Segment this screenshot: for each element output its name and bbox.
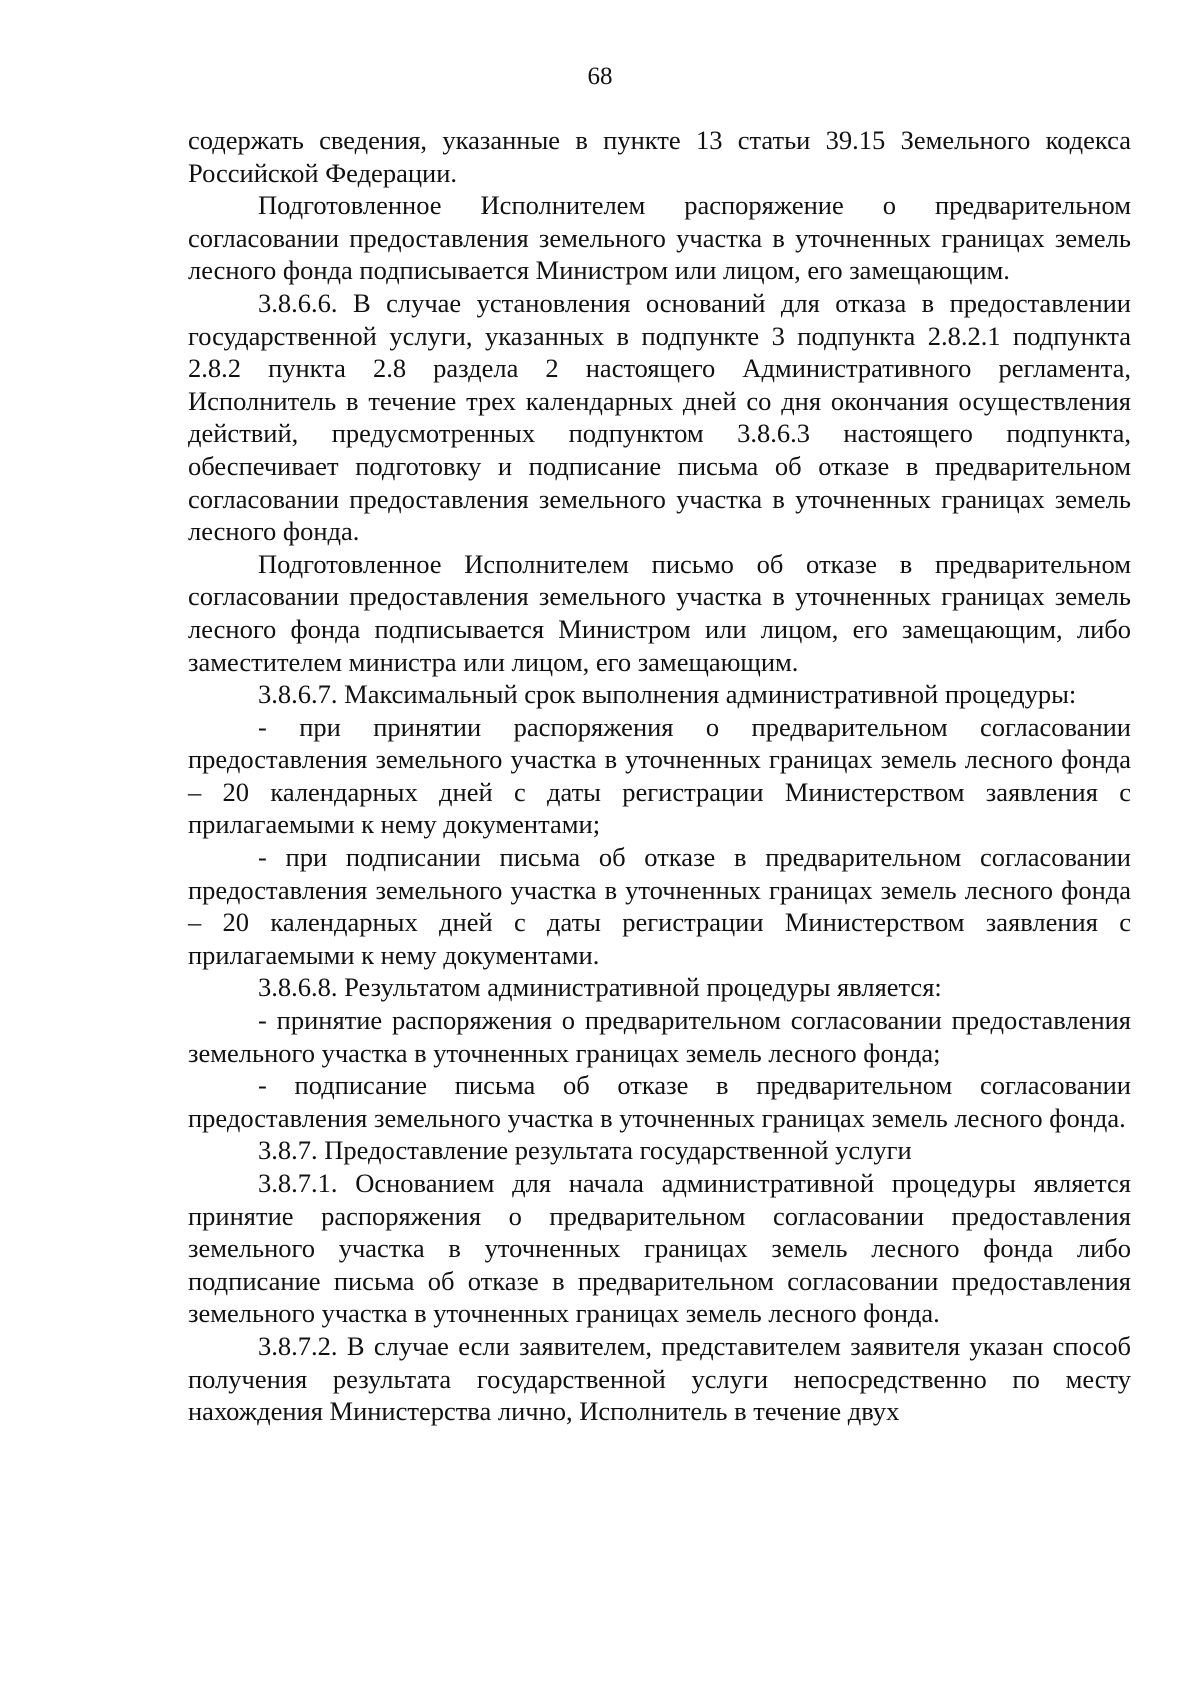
paragraph-refusal-letter-signing: Подготовленное Исполнителем письмо об отказе в предварительном согласовании предоставления земельного участка в уточненных границах земель лесного фонда подписывается Министром или лицом, его замещающим, либо заместителем министра или лицом, его замещающим. (188, 548, 1131, 677)
list-item-refusal-deadline: - при подписании письма об отказе в предварительном согласовании предоставления земельного участка в уточненных границах земель лесного фонда – 20 календарных дней с даты регистрации Министерством заявления с прилагаемыми к нему документами. (188, 842, 1131, 970)
paragraph-3-8-7-2: 3.8.7.2. В случае если заявителем, представителем заявителя указан способ получения результата государственной услуги непосредственно по месту нахождения Министерства лично, Исполнитель в течение двух (188, 1330, 1131, 1427)
paragraph-order-signing: Подготовленное Исполнителем распоряжение о предварительном согласовании предоставления земельного участка в уточненных границах земель лесного фонда подписывается Министром или лицом, его замещающим. (188, 190, 1131, 286)
list-item-order-adoption: - принятие распоряжения о предварительном согласовании предоставления земельного участка в уточненных границах земель лесного фонда; (188, 1005, 1131, 1068)
paragraph-3-8-6-6: 3.8.6.6. В случае установления оснований для отказа в предоставлении государственной услуги, указанных в подпункте 3 подпункта 2.8.2.1 подпункта 2.8.2 пункта 2.8 раздела 2 настоящего Административного регламента, Исполнитель в течение трех календарных дней со дня окончания осуществления действий, предусмотренных подпунктом 3.8.6.3 настоящего подпункта, обеспечивает подготовку и подписание письма об отказе в предварительном согласовании предоставления земельного участка в уточненных границах земель лесного фонда. (188, 287, 1131, 547)
paragraph-3-8-6-8: 3.8.6.8. Результатом административной процедуры является: (258, 972, 942, 1003)
list-item-refusal-signing: - подписание письма об отказе в предварительном согласовании предоставления земельного участка в уточненных границах земель лесного фонда. (188, 1070, 1131, 1133)
paragraph-3-8-7-1: 3.8.7.1. Основанием для начала административной процедуры является принятие распоряжения о предварительном согласовании предоставления земельного участка в уточненных границах земель лесного фонда либо подписание письма об отказе в предварительном согласовании предоставления земельного участка в уточненных границах земель лесного фонда. (188, 1168, 1131, 1329)
document-body (188, 124, 1131, 1428)
paragraph-3-8-6-7: 3.8.6.7. Максимальный срок выполнения административной процедуры: (258, 679, 1077, 710)
section-heading-3-8-7: 3.8.7. Предоставление результата государственной услуги (258, 1135, 912, 1166)
page-number: 68 (587, 63, 613, 90)
paragraph-continuation: содержать сведения, указанные в пункте 13 статьи 39.15 Земельного кодекса Российской Федерации. (188, 125, 1131, 188)
list-item-order-deadline: - при принятии распоряжения о предварительном согласовании предоставления земельного участка в уточненных границах земель лесного фонда – 20 календарных дней с даты регистрации Министерством заявления с прилагаемыми к нему документами; (188, 711, 1131, 840)
